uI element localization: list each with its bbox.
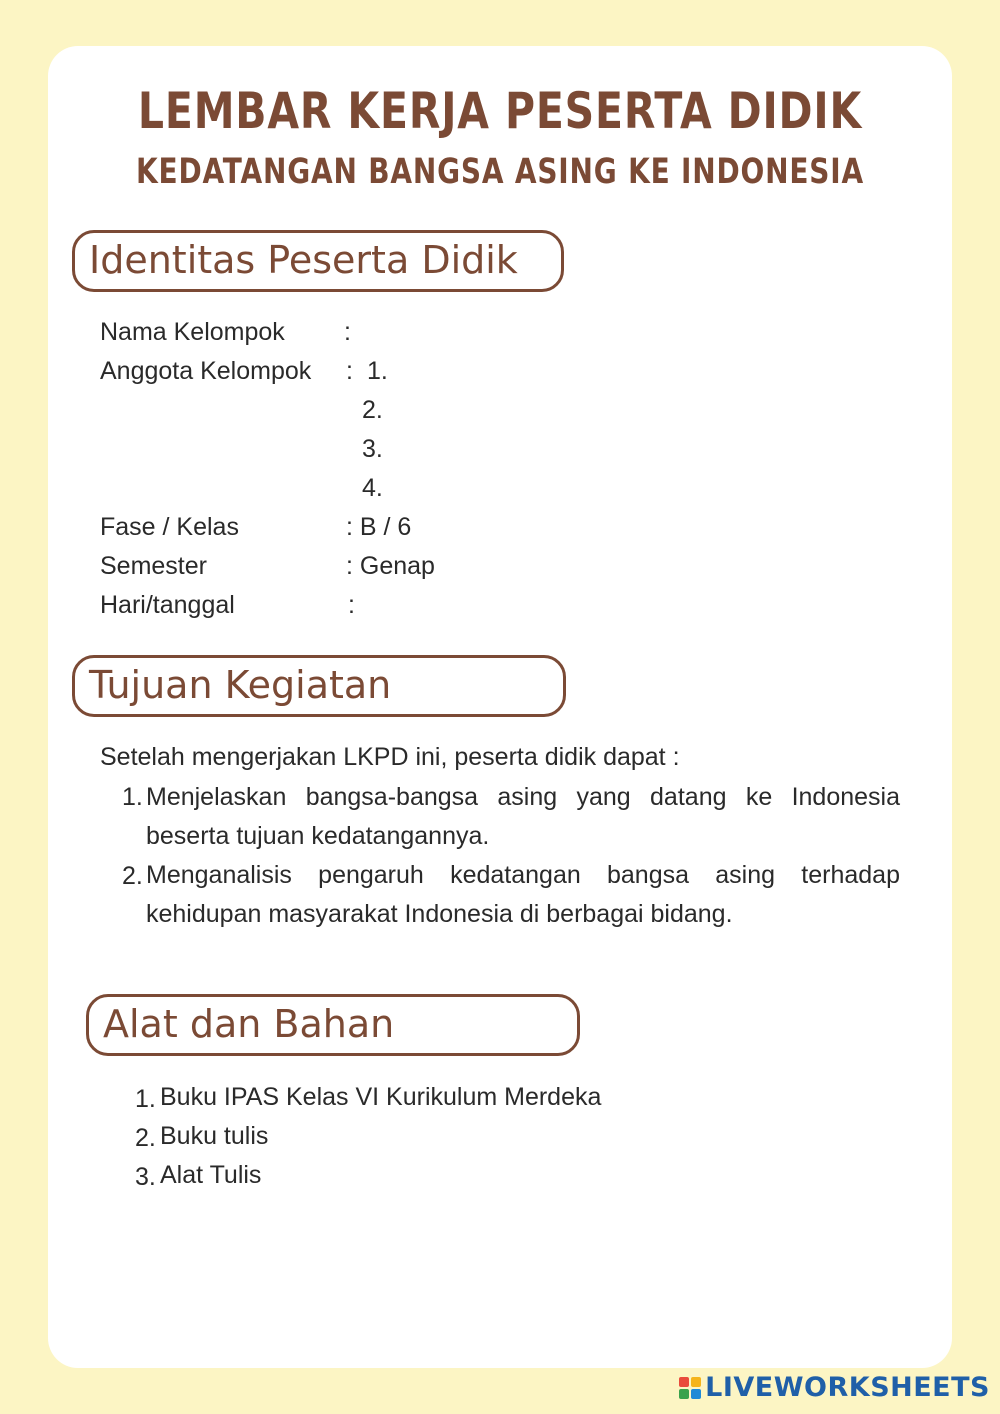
semester-value: : Genap <box>346 552 435 580</box>
material-item: Buku IPAS Kelas VI Kurikulum Merdeka <box>160 1083 602 1111</box>
objectives-section-header <box>72 655 566 717</box>
objectives-heading: Tujuan Kegiatan <box>89 663 392 707</box>
anggota-number: 2. <box>362 396 383 424</box>
fase-kelas-label: Fase / Kelas <box>100 513 239 541</box>
page-subtitle: KEDATANGAN BANGSA ASING KE INDONESIA <box>136 152 864 192</box>
anggota-number: 1. <box>367 357 388 385</box>
objective-number: 2. <box>122 862 143 890</box>
liveworksheets-brand[interactable] <box>679 1372 990 1403</box>
material-number: 1. <box>135 1085 156 1113</box>
nama-kelompok-label: Nama Kelompok <box>100 318 285 346</box>
materials-heading: Alat dan Bahan <box>103 1002 395 1046</box>
objective-text: Menganalisis pengaruh kedatangan bangsa asing terhadap kehidupan masyarakat Indonesia di berbagai bidang. <box>146 861 900 928</box>
identity-heading: Identitas Peserta Didik <box>89 238 518 282</box>
nama-kelompok-colon: : <box>344 318 351 346</box>
objective-number: 1. <box>122 783 143 811</box>
brand-name: LIVEWORKSHEETS <box>705 1372 990 1403</box>
hari-tanggal-colon: : <box>348 591 355 619</box>
material-number: 2. <box>135 1124 156 1152</box>
anggota-kelompok-label: Anggota Kelompok <box>100 357 312 385</box>
objectives-intro: Setelah mengerjakan LKPD ini, peserta didik dapat : <box>100 743 680 771</box>
material-number: 3. <box>135 1163 156 1191</box>
page-title: LEMBAR KERJA PESERTA DIDIK <box>137 82 863 140</box>
hari-tanggal-label: Hari/tanggal <box>100 591 235 619</box>
anggota-number: 3. <box>362 435 383 463</box>
material-item: Buku tulis <box>160 1122 269 1150</box>
objective-text: Menjelaskan bangsa-bangsa asing yang datang ke Indonesia beserta tujuan kedatangannya. <box>146 783 900 850</box>
fase-kelas-value: : B / 6 <box>346 513 412 541</box>
material-item: Alat Tulis <box>160 1161 262 1189</box>
anggota-kelompok-colon: : <box>346 357 353 385</box>
anggota-number: 4. <box>362 474 383 502</box>
identity-section-header <box>72 230 564 292</box>
materials-section-header <box>86 994 580 1056</box>
liveworksheets-logo-icon <box>679 1377 701 1399</box>
semester-label: Semester <box>100 552 207 580</box>
